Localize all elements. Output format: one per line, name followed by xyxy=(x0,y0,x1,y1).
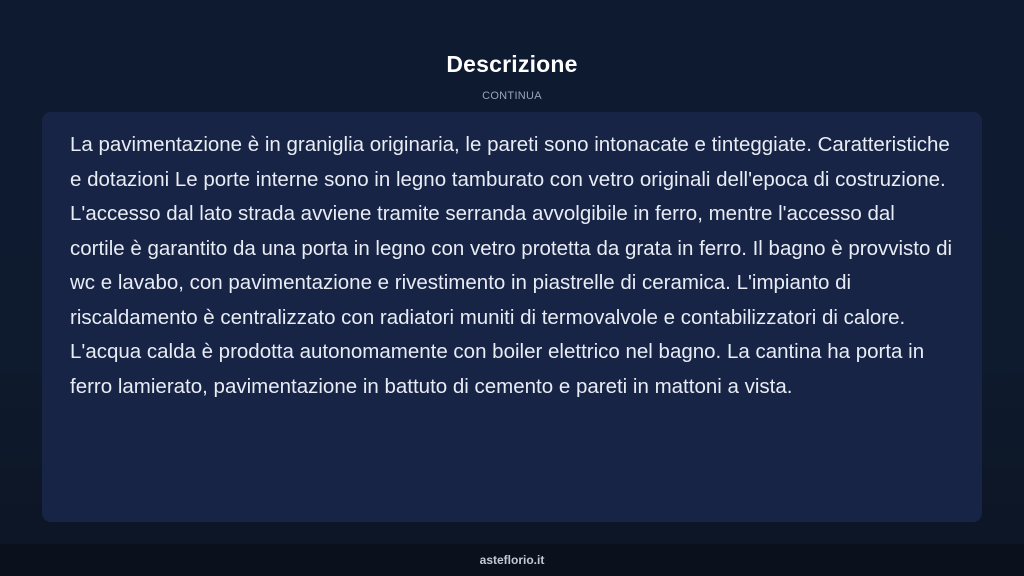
page-header xyxy=(0,48,1024,103)
page-title: Descrizione xyxy=(446,51,578,77)
continuation-label: CONTINUA xyxy=(482,90,542,102)
footer-site-name: asteflorio.it xyxy=(479,553,545,567)
description-card xyxy=(42,112,982,522)
footer-bar xyxy=(0,544,1024,576)
description-text: La pavimentazione è in graniglia originaria, le pareti sono intonacate e tinteggiate. Caratteristiche e dotazioni Le porte interne sono in legno tamburato con vetro originali dell'epoca di costruzione. L'accesso dal lato strada avviene tramite serranda avvolgibile in ferro, mentre l'accesso dal cortile è garantito da una porta in legno con vetro protetta da grata in ferro. Il bagno è provvisto di wc e lavabo, con pavimentazione e rivestimento in piastrelle di ceramica. L'impianto di riscaldamento è centralizzato con radiatori muniti di termovalvole e contabilizzatori di calore. L'acqua calda è prodotta autonomamente con boiler elettrico nel bagno. La cantina ha porta in ferro lamierato, pavimentazione in battuto di cemento e pareti in mattoni a vista. xyxy=(70,133,953,398)
